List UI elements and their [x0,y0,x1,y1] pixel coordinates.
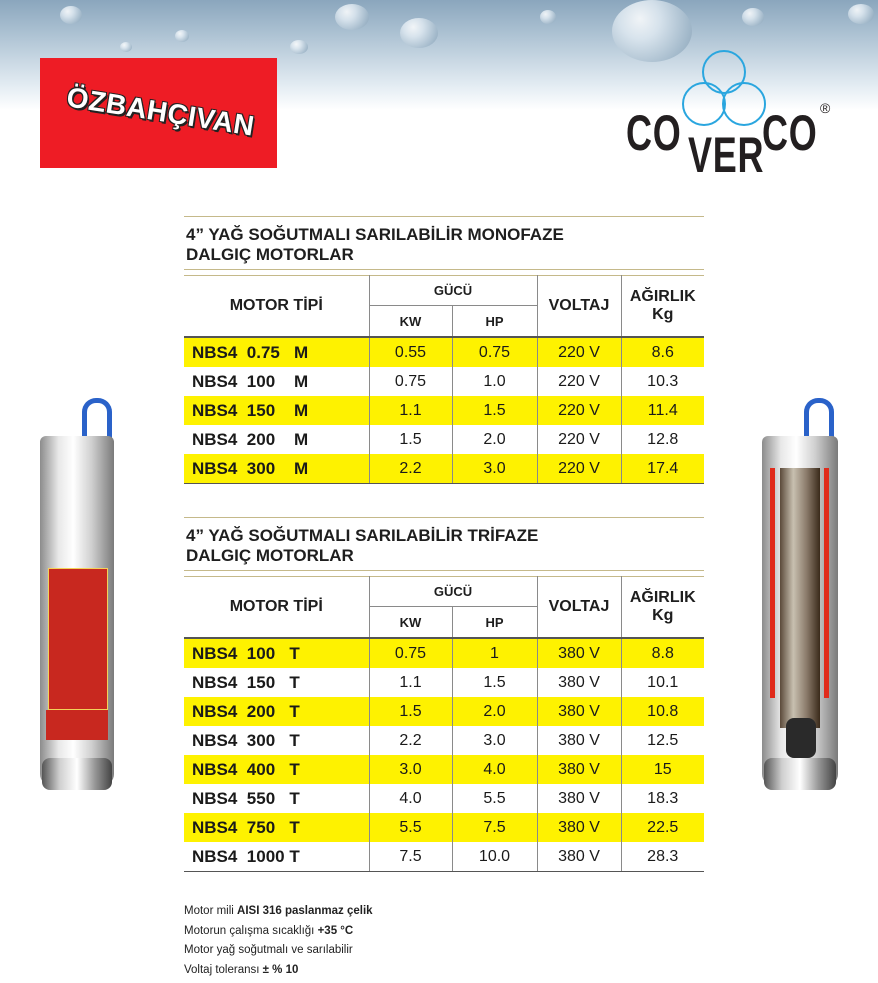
water-drop [290,40,308,54]
section-title-line1: 4” YAĞ SOĞUTMALI SARILABİLİR TRİFAZE [186,526,539,545]
weight-cell: 28.3 [621,842,704,872]
water-drop [540,10,556,24]
header-kw: KW [369,306,452,338]
kw-cell: 7.5 [369,842,452,872]
notes [184,902,373,980]
hp-cell: 10.0 [452,842,537,872]
voltage-cell: 380 V [537,726,621,755]
header-weight [621,577,704,639]
note-line [184,922,373,942]
kw-cell: 3.0 [369,755,452,784]
voltage-cell: 380 V [537,813,621,842]
note-bold: +35 °C [317,924,354,937]
hp-cell: 3.0 [452,454,537,484]
motor-cutaway-image-right [762,398,838,798]
model-cell: NBS4 200 M [192,429,309,449]
kw-cell: 1.5 [369,697,452,726]
table-row [184,668,704,697]
motor-base [42,758,112,790]
weight-cell: 8.6 [621,337,704,367]
model-cell: NBS4 0.75 M [184,337,369,367]
weight-cell: 10.8 [621,697,704,726]
kw-cell: 1.1 [369,396,452,425]
model-cell: NBS4 300 M [184,454,369,484]
table-row [184,337,704,367]
table-row [184,813,704,842]
logo-text-co-2: CO [762,105,818,161]
voltage-cell: 220 V [537,425,621,454]
logo-text-co: CO [626,105,682,161]
table-row [184,425,704,454]
hp-cell: 0.75 [452,337,537,367]
logo-text-ver: VER [688,127,765,183]
trifaze-table [184,576,704,872]
table-row [184,454,704,484]
water-drop [120,42,132,52]
coverco-logo [622,48,842,188]
table-row [184,726,704,755]
kw-cell: 5.5 [369,813,452,842]
table-row [184,842,704,872]
section-title-line1: 4” YAĞ SOĞUTMALI SARILABİLİR MONOFAZE [186,225,564,244]
model-cell: NBS4 750 T [184,813,369,842]
weight-cell: 22.5 [621,813,704,842]
monofaze-section [184,216,704,484]
water-drop [742,8,764,26]
table-row [184,367,704,396]
voltage-cell: 380 V [537,842,621,872]
weight-cell: 12.5 [621,726,704,755]
kw-cell: 0.75 [369,367,452,396]
model-cell: NBS4 550 T [192,788,300,808]
note-text: Motorun çalışma sıcaklığı [184,924,318,937]
motor-bottom-cap [786,718,816,758]
note-text: Voltaj toleransı [184,963,263,976]
weight-cell: 10.3 [621,367,704,396]
header-weight-line2: Kg [652,306,674,323]
voltage-cell: 380 V [537,697,621,726]
weight-cell: 12.8 [621,425,704,454]
section-title [184,518,704,570]
motor-winding-line [770,468,775,698]
header-kw: KW [369,607,452,639]
model-cell: NBS4 100 T [184,638,369,668]
monofaze-table [184,275,704,484]
section-title-line2: DALGIÇ MOTORLAR [186,546,354,565]
hp-cell: 5.5 [452,784,537,813]
weight-cell: 8.8 [621,638,704,668]
header-voltage: VOLTAJ [537,577,621,639]
header-motor-type: MOTOR TİPİ [184,276,369,338]
voltage-cell: 220 V [537,367,621,396]
water-drop [335,4,369,30]
weight-cell: 17.4 [621,454,704,484]
header-weight-line2: Kg [652,607,674,624]
model-cell: NBS4 100 M [192,371,309,391]
hp-cell: 7.5 [452,813,537,842]
model-cell: NBS4 150 T [192,672,300,692]
motor-image-left [40,398,114,798]
note-line [184,941,373,961]
hp-cell: 1.0 [452,367,537,396]
kw-cell: 0.75 [369,638,452,668]
section-rule [184,269,704,270]
note-text: Motor mili [184,905,238,917]
model-cell: NBS4 200 T [184,697,369,726]
voltage-cell: 380 V [537,784,621,813]
header-power: GÜCÜ [369,276,537,306]
kw-cell: 2.2 [369,454,452,484]
registered-mark: ® [820,100,831,116]
ozbahcivan-logo-text: ÖZBAHÇIVAN [64,81,257,142]
note-bold: AISI 316 paslanmaz çelik [237,905,373,917]
table-row [184,784,704,813]
ozbahcivan-logo [40,58,277,168]
note-bold: ± % 10 [262,963,299,976]
kw-cell: 0.55 [369,337,452,367]
voltage-cell: 220 V [537,454,621,484]
water-drop [60,6,82,24]
voltage-cell: 380 V [537,755,621,784]
motor-internal-rotor [780,468,820,728]
table-row [184,638,704,668]
weight-cell: 18.3 [621,784,704,813]
header-motor-type: MOTOR TİPİ [184,577,369,639]
weight-cell: 11.4 [621,396,704,425]
section-title [184,217,704,269]
kw-cell: 1.5 [369,425,452,454]
table-row [184,755,704,784]
voltage-cell: 220 V [537,396,621,425]
hp-cell: 1 [452,638,537,668]
model-cell: NBS4 400 T [184,755,369,784]
voltage-cell: 220 V [537,337,621,367]
section-rule [184,570,704,571]
logo-ring-icon [682,82,726,126]
hp-cell: 1.5 [452,668,537,697]
weight-cell: 10.1 [621,668,704,697]
section-title-line2: DALGIÇ MOTORLAR [186,245,354,264]
note-line [184,961,373,981]
note-text: Motor yağ soğutmalı ve sarılabilir [184,944,353,956]
header-hp: HP [452,306,537,338]
water-drop [400,18,438,48]
motor-base [764,758,836,790]
note-line [184,902,373,922]
water-drop [175,30,189,42]
header-power: GÜCÜ [369,577,537,607]
voltage-cell: 380 V [537,668,621,697]
hp-cell: 2.0 [452,697,537,726]
hp-cell: 2.0 [452,425,537,454]
kw-cell: 1.1 [369,668,452,697]
model-cell: NBS4 300 T [192,730,300,750]
kw-cell: 4.0 [369,784,452,813]
header-weight [621,276,704,338]
header-voltage: VOLTAJ [537,276,621,338]
table-row [184,396,704,425]
kw-cell: 2.2 [369,726,452,755]
hp-cell: 3.0 [452,726,537,755]
water-drop [848,4,874,24]
warning-label [48,568,108,710]
weight-cell: 15 [621,755,704,784]
header-weight-line1: AĞIRLIK [629,589,696,606]
model-cell: NBS4 150 M [184,396,369,425]
hp-cell: 4.0 [452,755,537,784]
model-cell: NBS4 1000 T [184,842,369,872]
trifaze-section [184,517,704,872]
motor-winding-line [824,468,829,698]
voltage-cell: 380 V [537,638,621,668]
header-hp: HP [452,607,537,639]
warning-label-2 [46,710,108,740]
hp-cell: 1.5 [452,396,537,425]
header-weight-line1: AĞIRLIK [629,288,696,305]
table-row [184,697,704,726]
logo-ring-icon [722,82,766,126]
